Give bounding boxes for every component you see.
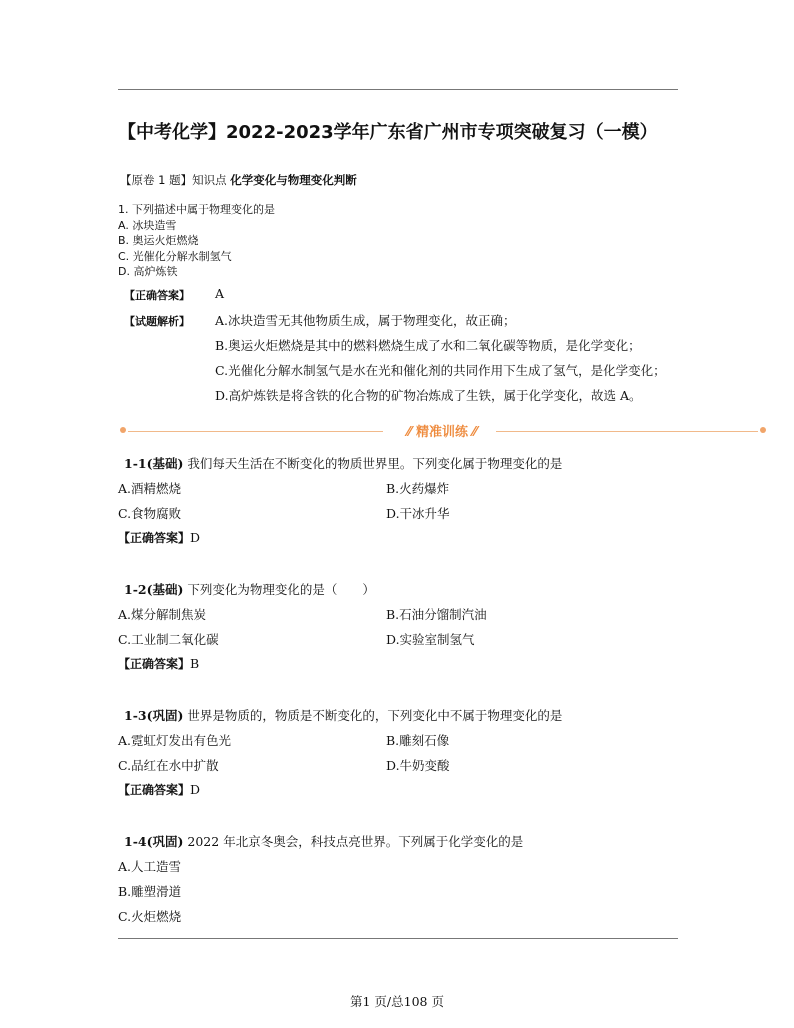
option-c: C.火炬燃烧: [118, 909, 182, 924]
question-number: 1-2(基础): [124, 582, 184, 597]
option-c: C.食物腐败: [118, 506, 182, 521]
option-c: C.工业制二氧化碳: [118, 632, 219, 647]
analysis-line: D.高炉炼铁是将含铁的化合物的矿物冶炼成了生铁，属于化学变化，故选 A。: [215, 388, 642, 403]
option-b: B.石油分馏制汽油: [386, 607, 487, 622]
practice-question-1-2: [124, 580, 375, 598]
analysis-line: A.冰块造雪无其他物质生成，属于物理变化，故正确；: [215, 313, 516, 328]
practice-answer: 【正确答案】D: [118, 530, 201, 545]
option-d: D. 高炉炼铁: [118, 265, 178, 278]
option-a: A.霓虹灯发出有色光: [118, 733, 232, 748]
option-d: D.实验室制氢气: [386, 632, 475, 647]
question-stem: 2022 年北京冬奥会，科技点亮世界。下列属于化学变化的是: [187, 834, 524, 849]
practice-answer: 【正确答案】D: [118, 782, 201, 797]
option-c: C.品红在水中扩散: [118, 758, 219, 773]
option-a: A.酒精燃烧: [118, 481, 182, 496]
analysis-line: B.奥运火炬燃烧是其中的燃料燃烧生成了水和二氧化碳等物质，是化学变化；: [215, 338, 641, 353]
question-stem: 世界是物质的，物质是不断变化的，下列变化中不属于物理变化的是: [187, 708, 563, 723]
answer-value: D: [190, 782, 201, 797]
question-number: 1-3(巩固): [124, 708, 184, 723]
analysis-label: 【试题解析】: [124, 315, 190, 328]
option-b: B.雕刻石像: [386, 733, 450, 748]
practice-question-1-3: [124, 706, 562, 724]
option-b: B. 奥运火炬燃烧: [118, 234, 199, 247]
question-stem: 我们每天生活在不断变化的物质世界里。下列变化属于物理变化的是: [187, 456, 563, 471]
option-d: D.牛奶变酸: [386, 758, 450, 773]
practice-question-1-4: [124, 832, 523, 850]
top-rule: [118, 89, 678, 90]
option-b: B.雕塑滑道: [118, 884, 182, 899]
question-stem: 1. 下列描述中属于物理变化的是: [118, 203, 275, 216]
option-c: C. 光催化分解水制氢气: [118, 249, 232, 263]
practice-answer: 【正确答案】B: [118, 656, 200, 671]
page-title: 【中考化学】2022-2023学年广东省广州市专项突破复习（一模）: [118, 122, 658, 143]
banner-line-right: [496, 431, 758, 432]
option-d: D.干冰升华: [386, 506, 450, 521]
option-b: B.火药爆炸: [386, 481, 450, 496]
question-number: 1-1(基础): [124, 456, 184, 471]
option-a: A. 冰块造雪: [118, 218, 177, 232]
option-a: A.煤分解制焦炭: [118, 607, 207, 622]
option-a: A.人工造雪: [118, 859, 182, 874]
banner-dot-right: [760, 427, 766, 433]
answer-value: B: [190, 656, 200, 671]
analysis-text: [215, 308, 715, 408]
answer-value: A: [215, 286, 225, 301]
question-stem: 下列变化为物理变化的是（ ）: [187, 582, 375, 597]
analysis-line: C.光催化分解水制氢气是水在光和催化剂的共同作用下生成了氢气，是化学变化；: [215, 363, 666, 378]
question-number: 1-4(巩固): [124, 834, 184, 849]
bottom-rule: [118, 938, 678, 939]
page-footer: 第1 页/总108 页: [350, 994, 444, 1009]
banner-dot-left: [120, 427, 126, 433]
original-prefix: 【原卷 1 题】知识点: [120, 173, 227, 187]
answer-label: 【正确答案】: [124, 289, 190, 302]
practice-question-1-1: [124, 454, 562, 472]
original-question-header: [120, 172, 357, 188]
knowledge-topic: 化学变化与物理变化判断: [230, 173, 357, 187]
banner-line-left: [128, 431, 383, 432]
answer-value: D: [190, 530, 201, 545]
banner-title: ⁄⁄ 精准训练 ⁄⁄: [407, 425, 477, 440]
section-banner: [118, 421, 768, 441]
original-question: [118, 202, 678, 280]
